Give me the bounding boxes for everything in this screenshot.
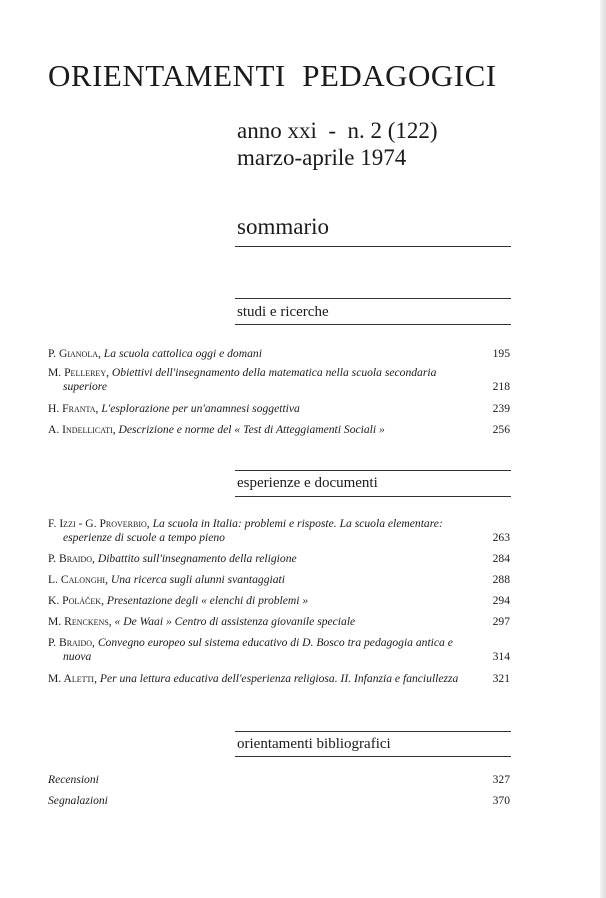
toc-entry[interactable]: A. Indellicati, Descrizione e norme del « Test di Atteggiamenti Sociali » 256 [48,423,510,436]
entry-page: 263 [492,531,510,544]
entry-page: 284 [492,552,510,565]
entry-title: Presentazione degli « elenchi di problemi » [106,594,309,607]
entry-author: M. Renckens [48,615,109,628]
entry-page: 370 [492,794,510,807]
toc-entry[interactable]: K. Poláček, Presentazione degli « elenchi di problemi » 294 [48,594,510,607]
entry-author: L. Calonghi [48,573,106,586]
entry-page: 294 [492,594,510,607]
entry-title: La scuola cattolica oggi e domani [103,347,262,360]
section-rule-top [235,298,511,299]
entry-author: H. Franta [48,402,96,415]
issue-number: anno xxi - n. 2 (122) [237,118,438,143]
entry-author: M. Aletti [48,672,95,685]
contents-heading: sommario [237,214,329,239]
entry-page: 218 [492,380,510,393]
entry-title: Descrizione e norme del « Test di Atteggiamenti Sociali » [118,423,385,436]
entry-author: P. Gianola [48,347,98,360]
entry-page: 288 [492,573,510,586]
entry-author: P. Braido [48,636,93,649]
section-title: esperienze e documenti [237,475,378,491]
entry-title: Una ricerca sugli alunni svantaggiati [110,573,285,586]
entry-page: 195 [492,347,510,360]
entry-page: 327 [492,773,510,786]
toc-entry[interactable] [48,794,510,808]
toc-entry[interactable]: M. Pellerey, Obiettivi dell'insegnamento della matematica nella scuola secondaria superiore 218 [48,366,510,393]
section-rule-bottom [235,496,511,497]
section-title: orientamenti bibliografici [237,736,391,752]
entry-title: L'esplorazione per un'anamnesi soggettiva [101,402,300,415]
section-rule-bottom [235,324,511,325]
entry-page: 256 [492,423,510,436]
issue-date: marzo-aprile 1974 [237,145,407,170]
entry-title: Segnalazioni [48,794,108,807]
section-rule-bottom [235,756,511,757]
entry-author: M. Pellerey [48,366,107,379]
entry-author: A. Indellicati [48,423,113,436]
toc-entry[interactable]: H. Franta, L'esplorazione per un'anamnesi soggettiva 239 [48,402,510,415]
toc-entry[interactable]: P. Braido, Dibattito sull'insegnamento della religione 284 [48,552,510,565]
entry-page: 314 [492,650,510,663]
section-rule-top [235,470,511,471]
section-rule-top [235,731,511,732]
entry-page: 321 [492,672,510,685]
entry-author: P. Braido [48,552,93,565]
entry-author: K. Poláček [48,594,102,607]
heading-rule [235,246,511,247]
toc-entry[interactable]: M. Aletti, Per una lettura educativa dell'esperienza religiosa. II. Infanzia e fanciullezza 321 [48,672,510,685]
entry-author: F. Izzi - G. Proverbio [48,517,147,530]
entry-title: « De Waai » Centro di assistenza giovanile speciale [114,615,356,628]
toc-entry[interactable]: M. Renckens, « De Waai » Centro di assistenza giovanile speciale 297 [48,615,510,628]
entry-page: 297 [492,615,510,628]
entry-page: 239 [492,402,510,415]
toc-entry[interactable]: P. Gianola, La scuola cattolica oggi e domani 195 [48,347,510,360]
toc-entry[interactable]: L. Calonghi, Una ricerca sugli alunni svantaggiati 288 [48,573,510,586]
page-edge [600,0,606,898]
toc-entry[interactable] [48,773,510,787]
entry-title: Convegno europeo sul sistema educativo di D. Bosco tra pedagogia antica e nuova [63,636,453,663]
entry-title: Per una lettura educativa dell'esperienza religiosa. II. Infanzia e fanciullezza [99,672,459,685]
journal-title: ORIENTAMENTI PEDAGOGICI [48,58,497,93]
toc-entry[interactable]: P. Braido, Convegno europeo sul sistema educativo di D. Bosco tra pedagogia antica e nuova 314 [48,636,510,663]
toc-entry[interactable]: F. Izzi - G. Proverbio, La scuola in Italia: problemi e risposte. La scuola elementare: esperienze di scuole a tempo pieno 263 [48,517,510,544]
section-title: studi e ricerche [237,304,329,320]
entry-title: La scuola in Italia: problemi e risposte. La scuola elementare: esperienze di scuole a tempo pieno [63,517,443,544]
entry-title: Dibattito sull'insegnamento della religione [97,552,297,565]
entry-title: Recensioni [48,773,99,786]
entry-title: Obiettivi dell'insegnamento della matematica nella scuola secondaria superiore [63,366,437,393]
